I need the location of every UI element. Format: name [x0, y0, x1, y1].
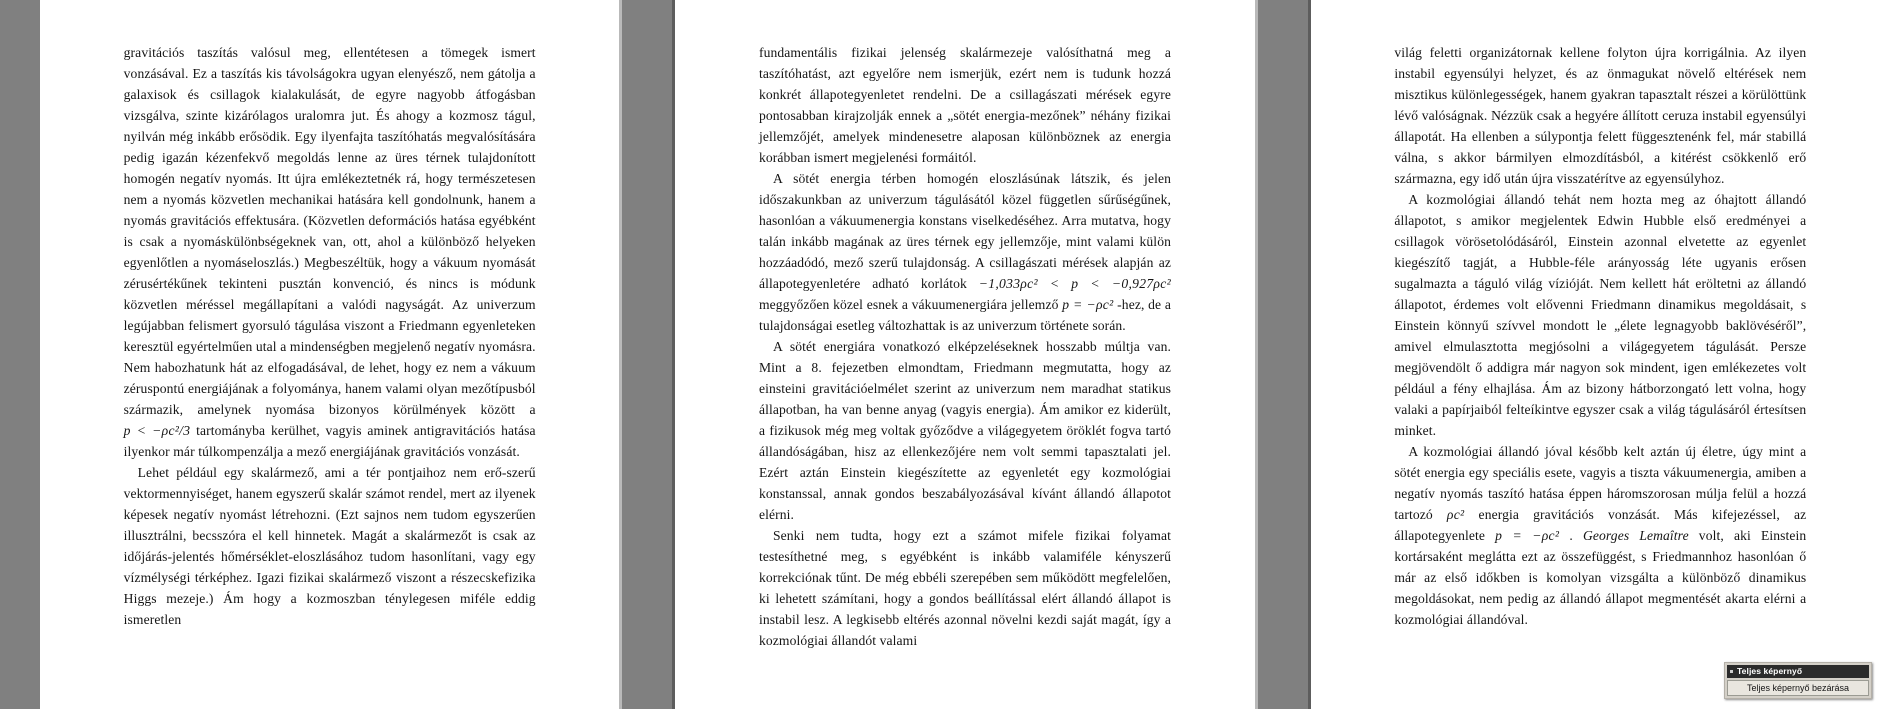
- inline-formula: −1,033ρc² < p < −0,927ρc²: [978, 276, 1171, 291]
- inline-formula: ρc²: [1446, 507, 1465, 522]
- page-1-text-body: [124, 42, 536, 630]
- document-page-3[interactable]: [1311, 0, 1890, 709]
- document-paragraph: gravitációs taszítás valósul meg, ellentétesen a tömegek ismert vonzásával. Ez a taszítás kis távolságokra ugyan elenyésző, nem gátolja a galaxisok és csillagok kialakulását, de egyre nagyobb átfogásban vizsgálva, szinte kizárólagos uralomra jut. És ahogy a kozmosz tágul, nyilván még inkább erősödik. Egy ilyenfajta taszítóhatás megvalósítására pedig igazán kézenfekvő megoldás lenne az üres térnek tulajdonított homogén negatív nyomás. Itt újra emlékeztetnék rá, hogy természetesen nem a nyomás közvetlen mechanikai hatására kell gondolnunk, hanem a nyomás gravitációs effektusára. (Közvetlen deformációs hatása egyébként is csak a nyomáskülönbségeknek van, ott, ahol a különböző helyeken egyenlőtlen a nyomáseloszlás.) Megbeszéltük, hogy a vákuum nyomását zérusértékűnek tekinteni pusztán konvenció, és nincs is módunk közvetlen méréssel megállapítani a valódi nagyságát. Az univerzum legújabban felismert gyorsuló tágulása viszont a Friedmann egyenleteken keresztül egyértelműen utal a mindenségben megjelenő negatív nyomásra. Nem habozhatunk hát az elfogadásával, de lehet, hogy ez nem a vákuum zéruspontú energiájának a folyománya, hanem valami olyan mezőtípusból származik, amelynek nyomása bizonyos körülmények között a p < −ρc²/3 tartományba kerülhet, vagyis aminek antigravitációs hatása ilyenkor már túlkompenzálja a mező energiájának gravitációs vonzását.: [123, 45, 536, 459]
- document-paragraph: világ feletti organizátornak kellene folyton újra korrigálnia. Az ilyen instabil egyensúlyi helyzet, és az önmagukat növelő eltérések nem misztikus különlegességek, hanem gyakran tapasztalt részei a körülöttünk lévő valóságnak. Nézzük csak a hegyére állított ceruza instabil egyensúlyi állapotát. Ha ellenben a súlypontja felett függesztenénk fel, már stabillá válna, s akkor bármilyen elmozdításból, a kitérést csökkenlő erő származna, egy idő után újra visszatérítve az egyensúlyhoz.: [1394, 45, 1807, 186]
- document-paragraph: Senki nem tudta, hogy ezt a számot mifele fizikai folyamat testesíthetné meg, s egyébként is inkább valamiféle kényszerű korrekciónak tűnt. De még ebbéli szerepében sem működött megfelelően, ki lehetett számítani, hogy a gondos beállítással elért állandó állapot is instabil lesz. A legkisebb eltérés azonnal növelni kezdi saját magát, így a kozmológiai állandót valami: [758, 528, 1171, 648]
- inline-formula: p = −ρc²: [1062, 297, 1114, 312]
- page-gutter-1-2: [619, 0, 675, 709]
- document-paragraph: A sötét energiára vonatkozó elképzeléseknek hosszabb múltja van. Mint a 8. fejezetben elmondtam, Friedmann megmutatta, hogy az einsteini gravitációelmélet szerint az univerzum nem maradhat statikus állapotban, ha van benne anyag (vagyis energia). Ám amikor ez kiderült, a fizikusok még meg voltak győződve a világegyetem öröklét fogva tartó állandóságában, hisz az ellenkezőjére nem volt semmi tapasztalati jel. Ezért aztán Einstein kiegészítette az egyenletét egy kozmológiai konstanssal, annak gondos beszabályozásával kívánt állandó állapotot elérni.: [758, 339, 1171, 522]
- fullscreen-toolbar-title: Teljes képernyő: [1737, 666, 1803, 676]
- drag-grip-icon: [1730, 670, 1733, 673]
- inline-formula: p < −ρc²/3: [123, 423, 191, 438]
- document-paragraph: A kozmológiai állandó tehát nem hozta meg az óhajtott állandó állapotot, s amikor megjelentek Edwin Hubble első eredményei a csillagok vörösetolódásáról, Einstein azonnal elvetette az egyenlet kiegészítő tagját, a Hubble-féle arányosság léte ugyanis erősen sugalmazta a táguló világ vízióját. Nem kellett hát eröltetni az állandó állapotot, érdemes volt elővenni Friedmann dinamikus megoldásait, s Einstein könnyű szívvel mondott le „élete legnagyobb baklövéséről”, amivel elmulasztotta megjósolni a világegyetem tágulását. Persze megjövendölt ő addigra már nagyon sok mindent, igen emlékezetes volt például a fény elhajlása. Ám az bizony hátborzongató lett volna, hogy valaki a papírjaiból felteíkintve egyszer csak a világ tágulásáról értesítsen minket.: [1394, 192, 1807, 438]
- document-page-1[interactable]: [40, 0, 619, 709]
- fullscreen-toolbar-titlebar[interactable]: [1727, 665, 1869, 678]
- document-paragraph: fundamentális fizikai jelenség skalármezeje valósíthatná meg a taszítóhatást, azt egyelőre nem ismerjük, ezért nem is tudunk hozzá konkrét állapotegyenletet rendelni. De a csillagászati mérések egyre pontosabban kirajzolják ennek a „sötét energia-mezőnek” néhány fizikai jellemzőjét, amelyek mindenesetre alaposan különböznek az energia korábban ismert megjelenési formáitól.: [758, 45, 1171, 165]
- person-name: Georges Lemaître: [1582, 528, 1689, 543]
- document-page-2[interactable]: [675, 0, 1254, 709]
- page-3-text-body: [1394, 42, 1806, 630]
- document-paragraph: A kozmológiai állandó jóval később kelt aztán új életre, úgy mint a sötét energia egy speciális esete, vagyis a tiszta vákuumenergia, amiben a negatív nyomás taszító hatása éppen háromszorosan múlja felül a hozzá tartozó ρc² energia gravitációs vonzását. Más kifejezéssel, az állapotegyenlete p = −ρc² . Georges Lemaître volt, aki Einstein kortársaként meglátta ezt az összefüggést, s Friedmannhoz hasonlóan ő már az első időkben is komolyan vizsgálta a különböző dinamikus megoldásokat, nem pedig az állandó állapot megmentését akarta elérni a kozmológiai állandóval.: [1394, 444, 1807, 627]
- document-paragraph: A sötét energia térben homogén eloszlásúnak látszik, és jelen időszakunkban az univerzum tágulásától közel független sűrűségűnek, hasonlóan a vákuumenergia konstans viselkedéséhez. Arra mutatva, hogy talán inkább magának az üres térnek egy jellemzője, mint valami külön hozzáadódó, mező szerű tulajdonság. A csillagászati mérések alapján az állapotegyenletére adható korlátok −1,033ρc² < p < −0,927ρc² meggyőzően közel esnek a vákuumenergiára jellemző p = −ρc² -hez, de a tulajdonságai esetleg változhattak is az univerzum története során.: [758, 171, 1171, 333]
- fullscreen-toolbar[interactable]: [1724, 662, 1872, 699]
- page-2-text-body: [759, 42, 1171, 651]
- page-gutter-left: [0, 0, 40, 709]
- inline-formula: p = −ρc²: [1495, 528, 1560, 543]
- page-gutter-2-3: [1255, 0, 1311, 709]
- close-fullscreen-button[interactable]: Teljes képernyő bezárása: [1727, 680, 1869, 696]
- document-paragraph: Lehet például egy skalármező, ami a tér pontjaihoz nem erő-szerű vektormennyiséget, hanem egyszerű skalár számot rendel, mert az ilyenek képesek negatív nyomást létrehozni. (Ezt sajnos nem tudom egyszerűen illusztrálni, becsszóra el kell hinnetek. Magát a skalármezőt is csak az időjárás-jelentés hőmérséklet-eloszlásához tudom hasonlítani, vagy egy vízmélységi térképhez. Igazi fizikai skalármező viszont a részecskefizika Higgs mezeje.) Ám hogy a kozmoszban ténylegesen miféle eddig ismeretlen: [123, 465, 536, 627]
